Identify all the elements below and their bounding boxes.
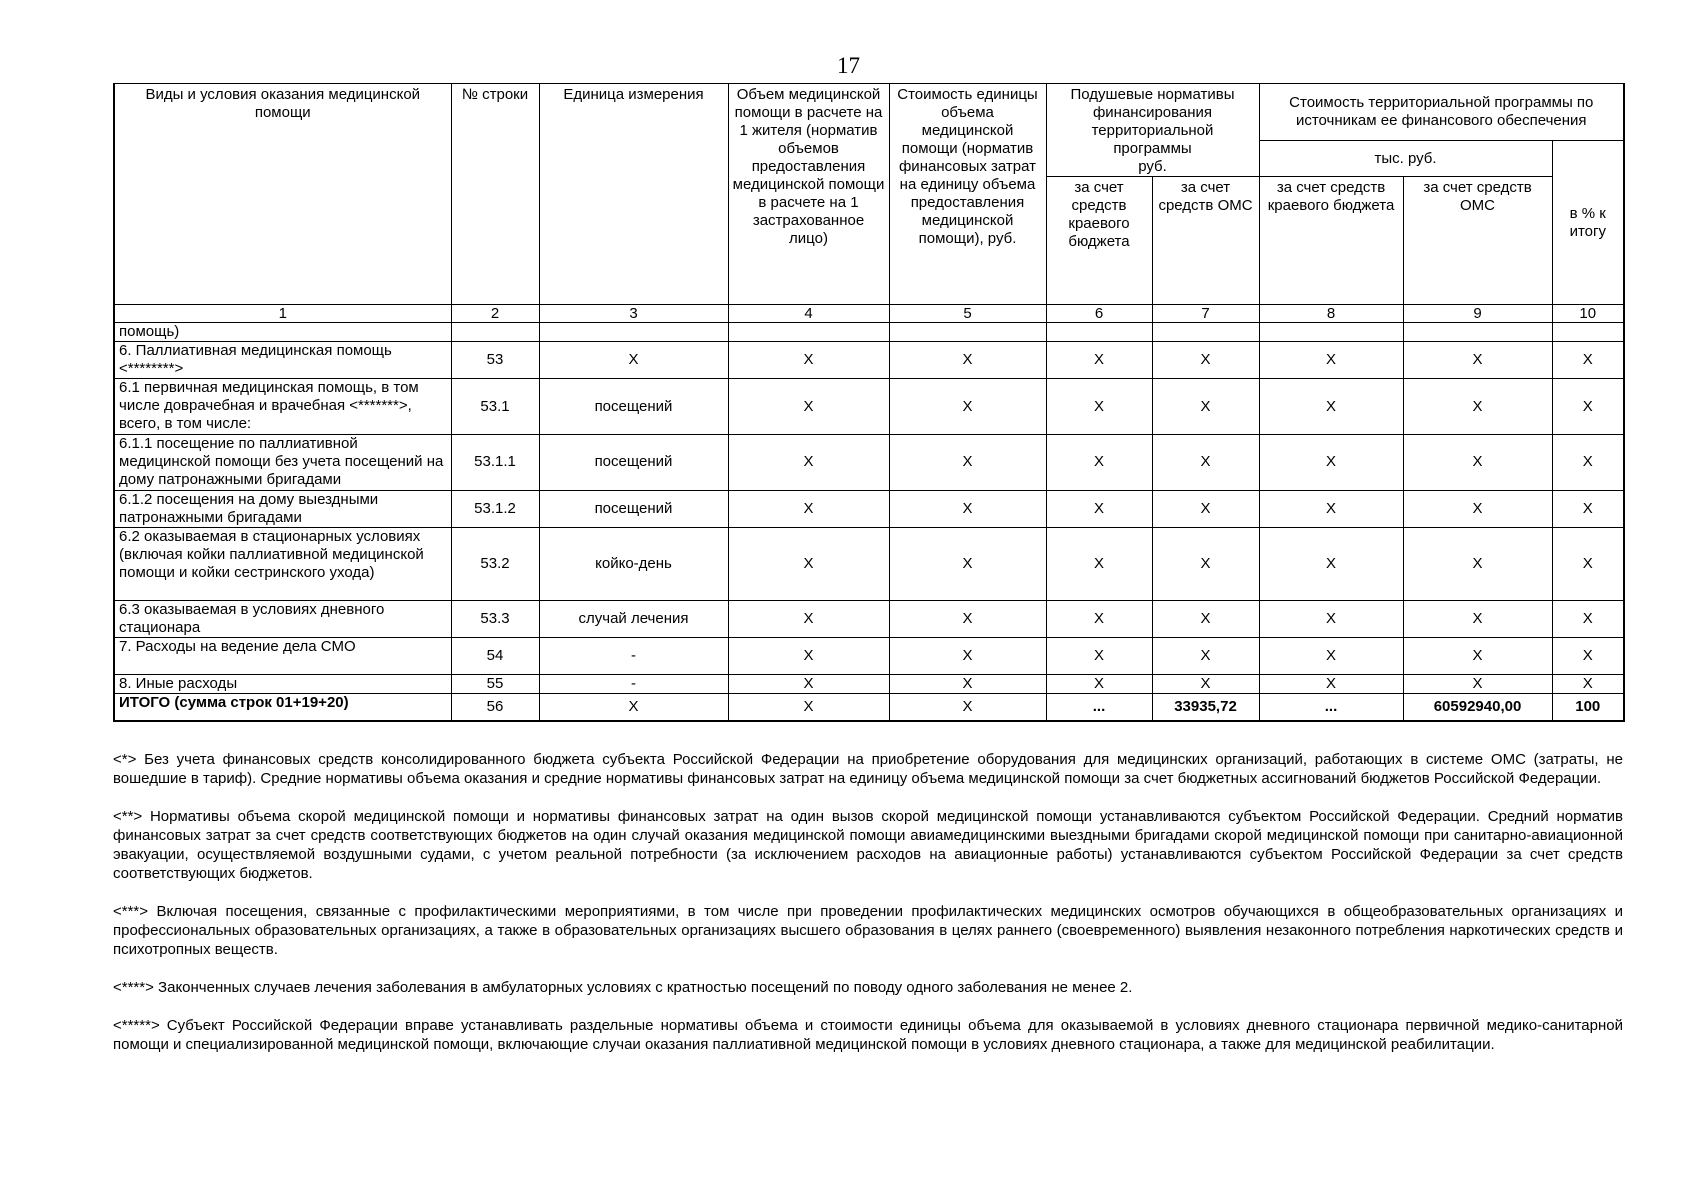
- footnote: <**> Нормативы объема скорой медицинской помощи и нормативы финансовых затрат на один вызов скорой медицинской помощи устанавливаются субъектом Российской Федерации. Средний норматив финансовых затрат за счет средств соответствующих бюджетов на один случай оказания медицинской помощи авиамедицинскими выездными бригадами скорой медицинской помощи при санитарно-авиационной эвакуации, осуществляемой воздушными судами, с учетом реальной потребности (за исключением расходов на авиационные работы) устанавливаются субъектом Российской Федерации за счет средств соответствующих бюджетов.: [113, 808, 1623, 882]
- row-unit: X: [539, 694, 728, 721]
- row-regional-cost: X: [1259, 490, 1403, 527]
- column-number: 7: [1152, 305, 1259, 323]
- row-regional-per-capita: X: [1046, 490, 1152, 527]
- row-line-number: 53: [451, 342, 539, 379]
- row-regional-per-capita: X: [1046, 342, 1152, 379]
- row-volume: X: [728, 601, 889, 638]
- page-number: 17: [837, 53, 860, 78]
- row-unit-cost: X: [889, 435, 1046, 491]
- column-number: 6: [1046, 305, 1152, 323]
- column-number: 3: [539, 305, 728, 323]
- row-line-number: 53.1.1: [451, 435, 539, 491]
- row-unit: посещений: [539, 435, 728, 491]
- row-line-number: 55: [451, 674, 539, 693]
- financing-table: [113, 83, 1625, 722]
- row-regional-cost: ...: [1259, 694, 1403, 721]
- header-volume-per-resident: Объем медицинской помощи в расчете на 1 жителя (норматив объемов предоставления медицинской помощи в расчете на 1 застрахованное лицо): [728, 84, 889, 305]
- row-regional-cost: X: [1259, 674, 1403, 693]
- row-percent: X: [1552, 528, 1624, 601]
- row-percent: X: [1552, 601, 1624, 638]
- row-line-number: 56: [451, 694, 539, 721]
- column-number: 10: [1552, 305, 1624, 323]
- row-volume: X: [728, 694, 889, 721]
- row-percent: X: [1552, 379, 1624, 435]
- row-regional-per-capita: X: [1046, 638, 1152, 674]
- table-row: [114, 490, 1624, 527]
- header-unit-thousand-rub: тыс. руб.: [1259, 141, 1552, 177]
- row-regional-cost: X: [1259, 528, 1403, 601]
- header-oms-per-capita: за счет средств ОМС: [1152, 177, 1259, 305]
- row-oms-cost: X: [1403, 674, 1552, 693]
- row-percent: X: [1552, 638, 1624, 674]
- row-oms-per-capita: X: [1152, 528, 1259, 601]
- row-percent: X: [1552, 435, 1624, 491]
- column-number: 5: [889, 305, 1046, 323]
- row-volume: X: [728, 342, 889, 379]
- row-oms-cost: X: [1403, 638, 1552, 674]
- continuation-row: [114, 323, 1624, 342]
- row-line-number: 53.3: [451, 601, 539, 638]
- row-unit-cost: X: [889, 490, 1046, 527]
- row-oms-cost: X: [1403, 435, 1552, 491]
- table-row: [114, 435, 1624, 491]
- header-regional-budget-cost: за счет средств краевого бюджета: [1259, 177, 1403, 305]
- column-number: 9: [1403, 305, 1552, 323]
- footnotes: [113, 750, 1623, 1073]
- row-oms-per-capita: X: [1152, 379, 1259, 435]
- table-row: [114, 638, 1624, 674]
- row-oms-cost: X: [1403, 601, 1552, 638]
- table-row: [114, 342, 1624, 379]
- row-line-number: 54: [451, 638, 539, 674]
- table-row: [114, 601, 1624, 638]
- row-unit-cost: X: [889, 694, 1046, 721]
- footnote: <*> Без учета финансовых средств консолидированного бюджета субъекта Российской Федерации на приобретение оборудования для медицинских организаций, работающих в системе ОМС (затраты, не вошедшие в тариф). Средние нормативы объема оказания и средние нормативы финансовых затрат на единицу объема медицинской помощи за счет бюджетных ассигнований бюджетов Российской Федерации.: [113, 751, 1623, 787]
- row-volume: X: [728, 379, 889, 435]
- header-unit: Единица измерения: [539, 84, 728, 305]
- row-unit-cost: X: [889, 674, 1046, 693]
- row-unit: -: [539, 674, 728, 693]
- row-unit: посещений: [539, 379, 728, 435]
- header-program-cost-group: Стоимость территориальной программы по источникам ее финансового обеспечения: [1259, 84, 1624, 141]
- row-unit-cost: X: [889, 379, 1046, 435]
- row-regional-per-capita: X: [1046, 674, 1152, 693]
- row-name: 8. Иные расходы: [114, 674, 451, 693]
- continuation-text: помощь): [114, 323, 451, 342]
- header-percent-of-total: в % к итогу: [1552, 141, 1624, 305]
- row-unit-cost: X: [889, 528, 1046, 601]
- row-unit: посещений: [539, 490, 728, 527]
- row-name: 7. Расходы на ведение дела СМО: [114, 638, 451, 674]
- row-oms-per-capita: X: [1152, 490, 1259, 527]
- row-oms-cost: X: [1403, 490, 1552, 527]
- row-percent: X: [1552, 674, 1624, 693]
- row-oms-cost: X: [1403, 528, 1552, 601]
- row-regional-cost: X: [1259, 435, 1403, 491]
- row-percent: X: [1552, 342, 1624, 379]
- row-volume: X: [728, 490, 889, 527]
- row-unit-cost: X: [889, 342, 1046, 379]
- row-oms-per-capita: X: [1152, 342, 1259, 379]
- row-regional-cost: X: [1259, 601, 1403, 638]
- row-percent: 100: [1552, 694, 1624, 721]
- row-line-number: 53.2: [451, 528, 539, 601]
- row-name: ИТОГО (сумма строк 01+19+20): [114, 694, 451, 721]
- column-number: 8: [1259, 305, 1403, 323]
- row-regional-per-capita: X: [1046, 601, 1152, 638]
- row-oms-per-capita: X: [1152, 674, 1259, 693]
- row-volume: X: [728, 674, 889, 693]
- row-volume: X: [728, 528, 889, 601]
- row-regional-per-capita: X: [1046, 435, 1152, 491]
- row-unit: X: [539, 342, 728, 379]
- row-name: 6.2 оказываемая в стационарных условиях (включая койки паллиативной медицинской помощи и койки сестринского ухода): [114, 528, 451, 601]
- column-number-row: [114, 305, 1624, 323]
- header-regional-budget-per-capita: за счет средств краевого бюджета: [1046, 177, 1152, 305]
- row-unit: койко-день: [539, 528, 728, 601]
- row-unit: случай лечения: [539, 601, 728, 638]
- header-unit-rub: руб.: [1138, 158, 1167, 175]
- table-body: [114, 342, 1624, 721]
- table-row: [114, 528, 1624, 601]
- row-name: 6.1.1 посещение по паллиативной медицинской помощи без учета посещений на дому патронажными бригадами: [114, 435, 451, 491]
- row-percent: X: [1552, 490, 1624, 527]
- table-row: [114, 674, 1624, 693]
- header-oms-cost: за счет средств ОМС: [1403, 177, 1552, 305]
- row-oms-per-capita: X: [1152, 601, 1259, 638]
- row-name: 6.1 первичная медицинская помощь, в том числе доврачебная и врачебная <*******>, всего, в том числе:: [114, 379, 451, 435]
- row-unit-cost: X: [889, 638, 1046, 674]
- row-unit: -: [539, 638, 728, 674]
- row-oms-per-capita: X: [1152, 435, 1259, 491]
- row-oms-cost: 60592940,00: [1403, 694, 1552, 721]
- row-name: 6.3 оказываемая в условиях дневного стационара: [114, 601, 451, 638]
- table-row: [114, 694, 1624, 721]
- row-regional-cost: X: [1259, 379, 1403, 435]
- column-number: 2: [451, 305, 539, 323]
- row-volume: X: [728, 435, 889, 491]
- column-number: 4: [728, 305, 889, 323]
- row-regional-per-capita: X: [1046, 379, 1152, 435]
- row-oms-per-capita: 33935,72: [1152, 694, 1259, 721]
- footnote: <***> Включая посещения, связанные с профилактическими мероприятиями, в том числе при проведении профилактических медицинских осмотров обучающихся в общеобразовательных организациях и профессиональных образовательных организациях, а также в образовательных организациях высшего образования в целях раннего (своевременного) выявления незаконного потребления наркотических средств и психотропных веществ.: [113, 903, 1623, 958]
- header-per-capita-group: Подушевые нормативы финансирования территориальной программы руб.: [1046, 84, 1259, 177]
- header-unit-cost: Стоимость единицы объема медицинской помощи (норматив финансовых затрат на единицу объема предоставления медицинской помощи), руб.: [889, 84, 1046, 305]
- row-oms-cost: X: [1403, 379, 1552, 435]
- header-type-conditions: Виды и условия оказания медицинской помощи: [114, 84, 451, 305]
- row-oms-cost: X: [1403, 342, 1552, 379]
- row-line-number: 53.1: [451, 379, 539, 435]
- row-regional-per-capita: ...: [1046, 694, 1152, 721]
- row-unit-cost: X: [889, 601, 1046, 638]
- row-name: 6. Паллиативная медицинская помощь <********>: [114, 342, 451, 379]
- row-regional-per-capita: X: [1046, 528, 1152, 601]
- row-line-number: 53.1.2: [451, 490, 539, 527]
- footnote: <*****> Субъект Российской Федерации вправе устанавливать раздельные нормативы объема и стоимости единицы объема для оказываемой в условиях дневного стационара первичной медико-санитарной помощи и специализированной медицинской помощи, включающие случаи оказания паллиативной медицинской помощи в условиях дневного стационара, а также для медицинской реабилитации.: [113, 1017, 1623, 1053]
- header-line-number: № строки: [451, 84, 539, 305]
- row-oms-per-capita: X: [1152, 638, 1259, 674]
- row-volume: X: [728, 638, 889, 674]
- row-name: 6.1.2 посещения на дому выездными патронажными бригадами: [114, 490, 451, 527]
- row-regional-cost: X: [1259, 638, 1403, 674]
- row-regional-cost: X: [1259, 342, 1403, 379]
- table-row: [114, 379, 1624, 435]
- footnote: <****> Законченных случаев лечения заболевания в амбулаторных условиях с кратностью посещений по поводу одного заболевания не менее 2.: [113, 979, 1133, 996]
- column-number: 1: [114, 305, 451, 323]
